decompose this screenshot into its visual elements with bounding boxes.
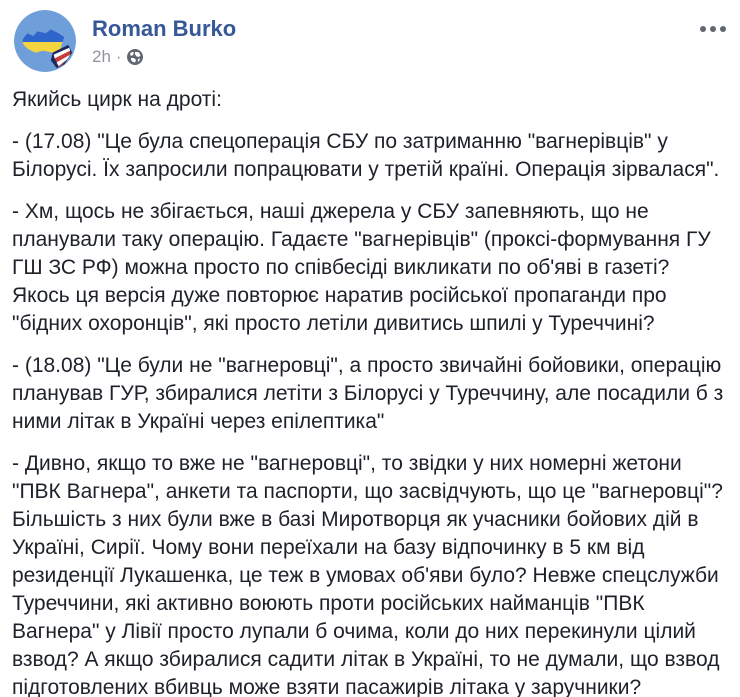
post-header: [14, 10, 728, 74]
timestamp[interactable]: 2h: [92, 47, 111, 67]
post-paragraph: - Хм, щось не збігається, наші джерела у СБУ запевняють, що не планували таку операцію. Гадаєте "вагнерівців" (проксі-формування ГУ ГШ ЗС РФ) можна просто по співбесіді викликати по об'яві в газеті? Якось ця версія дуже повторює наратив російської пропаганди про "бідних охоронців", які просто летіли дивитись шпилі у Туреччині?: [12, 200, 711, 335]
post-paragraph: - Дивно, якщо то вже не "вагнеровці", то звідки у них номерні жетони "ПВК Вагнера", анкети та паспорти, що засвідчують, що це "вагнеровці"? Більшість з них були вже в базі Миротворця як учасники бойових дій в Україні, Сирії. Чому вони переїхали на базу відпочинку в 5 км від резиденції Лукашенка, це теж в умовах об'яви було? Невже спецслужби Туреччини, які активно воюють проти російських найманців "ПВК Вагнера" у Лівії просто лупали б очима, коли до них перекинули цілий взвод? А якщо збиралися садити літак в Україні, то не думали, що взвод підготовлених вбивць може взяти пасажирів літака у заручники?: [12, 452, 723, 697]
more-options-button[interactable]: [698, 22, 728, 36]
author-name-link[interactable]: Roman Burko: [92, 16, 237, 41]
ellipsis-icon: [720, 26, 726, 32]
avatar[interactable]: [14, 10, 76, 72]
ellipsis-icon: [700, 26, 706, 32]
post-meta: [92, 10, 698, 67]
ellipsis-icon: [710, 26, 716, 32]
timestamp-row: [92, 47, 698, 67]
post-paragraph: Якийсь цирк на дроті:: [12, 88, 222, 111]
avatar-image: [14, 10, 76, 72]
post-paragraph: - (17.08) "Це була спецоперація СБУ по затриманню "вагнерівців" у Білорусі. Їх запросили попрацювати у третій країні. Операція зірвалася".: [12, 130, 720, 181]
post-body-text: [12, 86, 726, 697]
separator-dot: ·: [115, 47, 122, 67]
globe-privacy-icon: [127, 49, 143, 65]
post-paragraph: - (18.08) "Це були не "вагнеровці", а просто звичайні бойовики, операцію планував ГУР, збиралися летіти з Білорусі у Туреччину, але посадили б з ними літак в Україні через епілептика": [12, 354, 724, 433]
